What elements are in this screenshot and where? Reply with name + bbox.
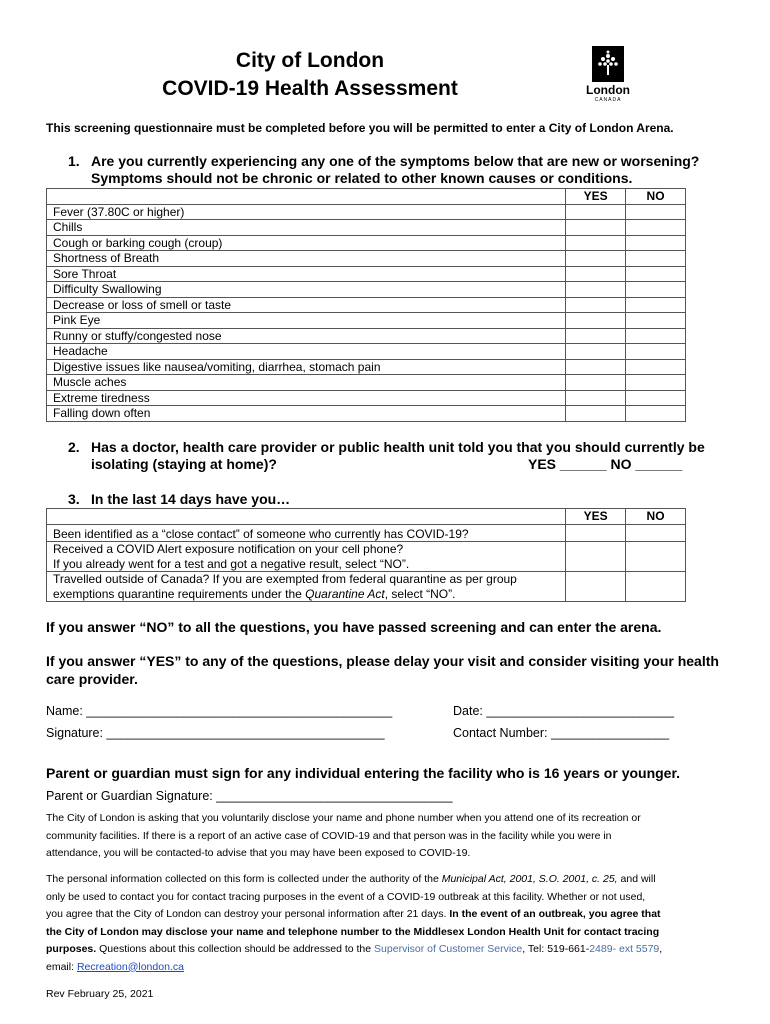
question-3-line1: In the last 14 days have you… [91,491,291,507]
question-2-number: 2. [68,439,80,455]
symptom-label: Muscle aches [47,375,566,391]
table-row [47,406,686,422]
table-row [47,328,686,344]
text-span: , Tel: [522,943,548,955]
notice-line: community facilities. If there is a report of an active case of COVID-19 and that person was in the facility while you were in [46,829,612,842]
table-row [47,344,686,360]
yes-cell[interactable] [566,406,626,422]
guardian-heading: Parent or guardian must sign for any individual entering the facility who is 16 years or younger. [46,765,681,781]
yes-header: YES [566,509,626,525]
no-cell[interactable] [626,282,686,298]
symptom-label: Cough or barking cough (croup) [47,235,566,251]
no-header: NO [626,509,686,525]
question-2-line1: Has a doctor, health care provider or public health unit told you that you should currently be [91,439,705,455]
table-row [47,282,686,298]
table-row [47,235,686,251]
question-1-line2: Symptoms should not be chronic or related to other known causes or conditions. [91,170,633,186]
signature-field[interactable]: Signature: ________________________________________ [46,726,385,740]
table-row [47,297,686,313]
table-row [47,251,686,267]
page-title: City of London [235,49,385,72]
phone-extension: 2489- ext 5579 [589,943,660,955]
yes-cell[interactable] [566,359,626,375]
act-name: Municipal Act, 2001, S.O. 2001, c. 25, [441,873,618,885]
table-row [47,204,686,220]
notice-line: only be used to contact you for contact tracing purposes in the event of a COVID-19 outbreak at this facility. Whether or not used, [46,890,646,903]
notice-line: the City of London may disclose your name and telephone number to the Middlesex London Health Unit for contact tracing [46,925,660,938]
text-span: you agree that the City of London can destroy your personal information after 21 days. [46,908,450,920]
text-span: In the event of an outbreak, you agree that [449,908,661,920]
exposure-label-line: Travelled outside of Canada? If you are exempted from federal quarantine as per group [53,572,517,586]
no-cell[interactable] [626,390,686,406]
notice-line [46,941,736,959]
symptom-label: Difficulty Swallowing [47,282,566,298]
symptom-label: Headache [47,344,566,360]
yes-cell[interactable] [566,220,626,236]
no-cell[interactable] [626,220,686,236]
no-cell[interactable] [626,344,686,360]
no-cell[interactable] [626,572,686,602]
table-row [47,572,686,602]
no-cell[interactable] [626,524,686,542]
no-cell[interactable] [626,542,686,572]
exposure-label-line: Received a COVID Alert exposure notification on your cell phone? [53,542,404,556]
symptom-label: Falling down often [47,406,566,422]
text-span: email: [46,960,77,973]
date-field[interactable]: Date: ___________________________ [453,704,675,718]
table-row [47,524,686,542]
guardian-signature-field[interactable]: Parent or Guardian Signature: __________________________________ [46,789,453,803]
table-row [47,220,686,236]
no-cell[interactable] [626,328,686,344]
yes-cell[interactable] [566,266,626,282]
table-row [47,542,686,572]
symptom-label: Runny or stuffy/congested nose [47,328,566,344]
notice-line: attendance, you will be contacted-to advise that you may have been exposed to COVID-19. [46,847,471,859]
no-cell[interactable] [626,235,686,251]
symptom-label: Chills [47,220,566,236]
city-logo [584,46,632,104]
yes-cell[interactable] [566,572,626,602]
email-link[interactable]: Recreation@london.ca [76,960,184,973]
symptom-label: Decrease or loss of smell or taste [47,297,566,313]
notice-line [46,871,736,889]
notice-line: The City of London is asking that you voluntarily disclose your name and phone number when you attend one of its recreation or [46,812,641,824]
result-yes-text-2: care provider. [46,671,138,687]
logo-text: London [586,83,630,97]
no-cell[interactable] [626,297,686,313]
exposure-table [46,508,686,602]
symptoms-table [46,188,686,422]
yes-cell[interactable] [566,375,626,391]
no-cell[interactable] [626,251,686,267]
text-span: Questions about this collection should be addressed to the [96,943,375,955]
phone-number: 519-661- [547,943,590,955]
no-cell[interactable] [626,359,686,375]
contact-number-field[interactable]: Contact Number: _________________ [453,726,670,740]
notice-line [46,906,736,924]
text-span: exemptions quarantine requirements under the [53,586,306,601]
yes-cell[interactable] [566,235,626,251]
exposure-label [47,572,566,602]
question-2-line2: isolating (staying at home)? [91,456,277,472]
text-span: and will [617,873,656,885]
exposure-label: Been identified as a “close contact” of someone who currently has COVID-19? [47,524,566,542]
act-name: Quarantine Act [305,586,385,601]
no-cell[interactable] [626,406,686,422]
yes-cell[interactable] [566,542,626,572]
notice-line [46,959,736,977]
exposure-label-line: If you already went for a test and got a negative result, select “NO”. [53,556,410,571]
page-subtitle: COVID-19 Health Assessment [162,77,458,100]
yes-cell[interactable] [566,251,626,267]
intro-text: This screening questionnaire must be completed before you will be permitted to enter a City of London Arena. [46,121,674,135]
exposure-label [47,542,566,572]
symptom-label: Fever (37.80C or higher) [47,204,566,220]
table-row [47,359,686,375]
exposure-label-line [53,587,565,602]
yes-cell[interactable] [566,297,626,313]
text-span: , [659,943,663,955]
no-cell[interactable] [626,375,686,391]
question-1-number: 1. [68,153,80,169]
no-cell[interactable] [626,266,686,282]
result-no-text: If you answer “NO” to all the questions, you have passed screening and can enter the arena. [46,619,662,635]
tree-logo-icon [592,46,624,82]
text-span: , select “NO”. [384,586,456,601]
yes-header: YES [566,189,626,205]
no-header: NO [626,189,686,205]
symptom-label: Pink Eye [47,313,566,329]
table-row [47,375,686,391]
text-span: purposes. [46,943,97,955]
question-3-number: 3. [68,491,80,507]
table-header-row [47,189,686,205]
no-cell[interactable] [626,313,686,329]
yes-cell[interactable] [566,524,626,542]
yes-cell[interactable] [566,282,626,298]
table-row [47,313,686,329]
symptom-label: Digestive issues like nausea/vomiting, diarrhea, stomach pain [47,359,566,375]
yes-cell[interactable] [566,390,626,406]
question-2-answer[interactable]: YES ______ NO ______ [528,456,683,472]
symptom-label: Sore Throat [47,266,566,282]
result-yes-text: If you answer “YES” to any of the questions, please delay your visit and consider visiting your health [46,653,719,669]
symptom-label: Shortness of Breath [47,251,566,267]
logo-subtext: CANADA [594,97,622,103]
text-span: The personal information collected on this form is collected under the authority of the [46,873,442,885]
symptom-label: Extreme tiredness [47,390,566,406]
yes-cell[interactable] [566,344,626,360]
notice-disclosure [46,810,736,863]
table-header-row [47,509,686,525]
yes-cell[interactable] [566,328,626,344]
no-cell[interactable] [626,204,686,220]
notice-privacy [46,871,736,976]
revision-date: Rev February 25, 2021 [46,988,154,1000]
supervisor-title: Supervisor of Customer Service [374,943,523,955]
table-row [47,266,686,282]
table-row [47,390,686,406]
yes-cell[interactable] [566,313,626,329]
yes-cell[interactable] [566,204,626,220]
question-1-line1: Are you currently experiencing any one of the symptoms below that are new or worsening? [91,153,700,169]
name-field[interactable]: Name: ____________________________________________ [46,704,393,718]
